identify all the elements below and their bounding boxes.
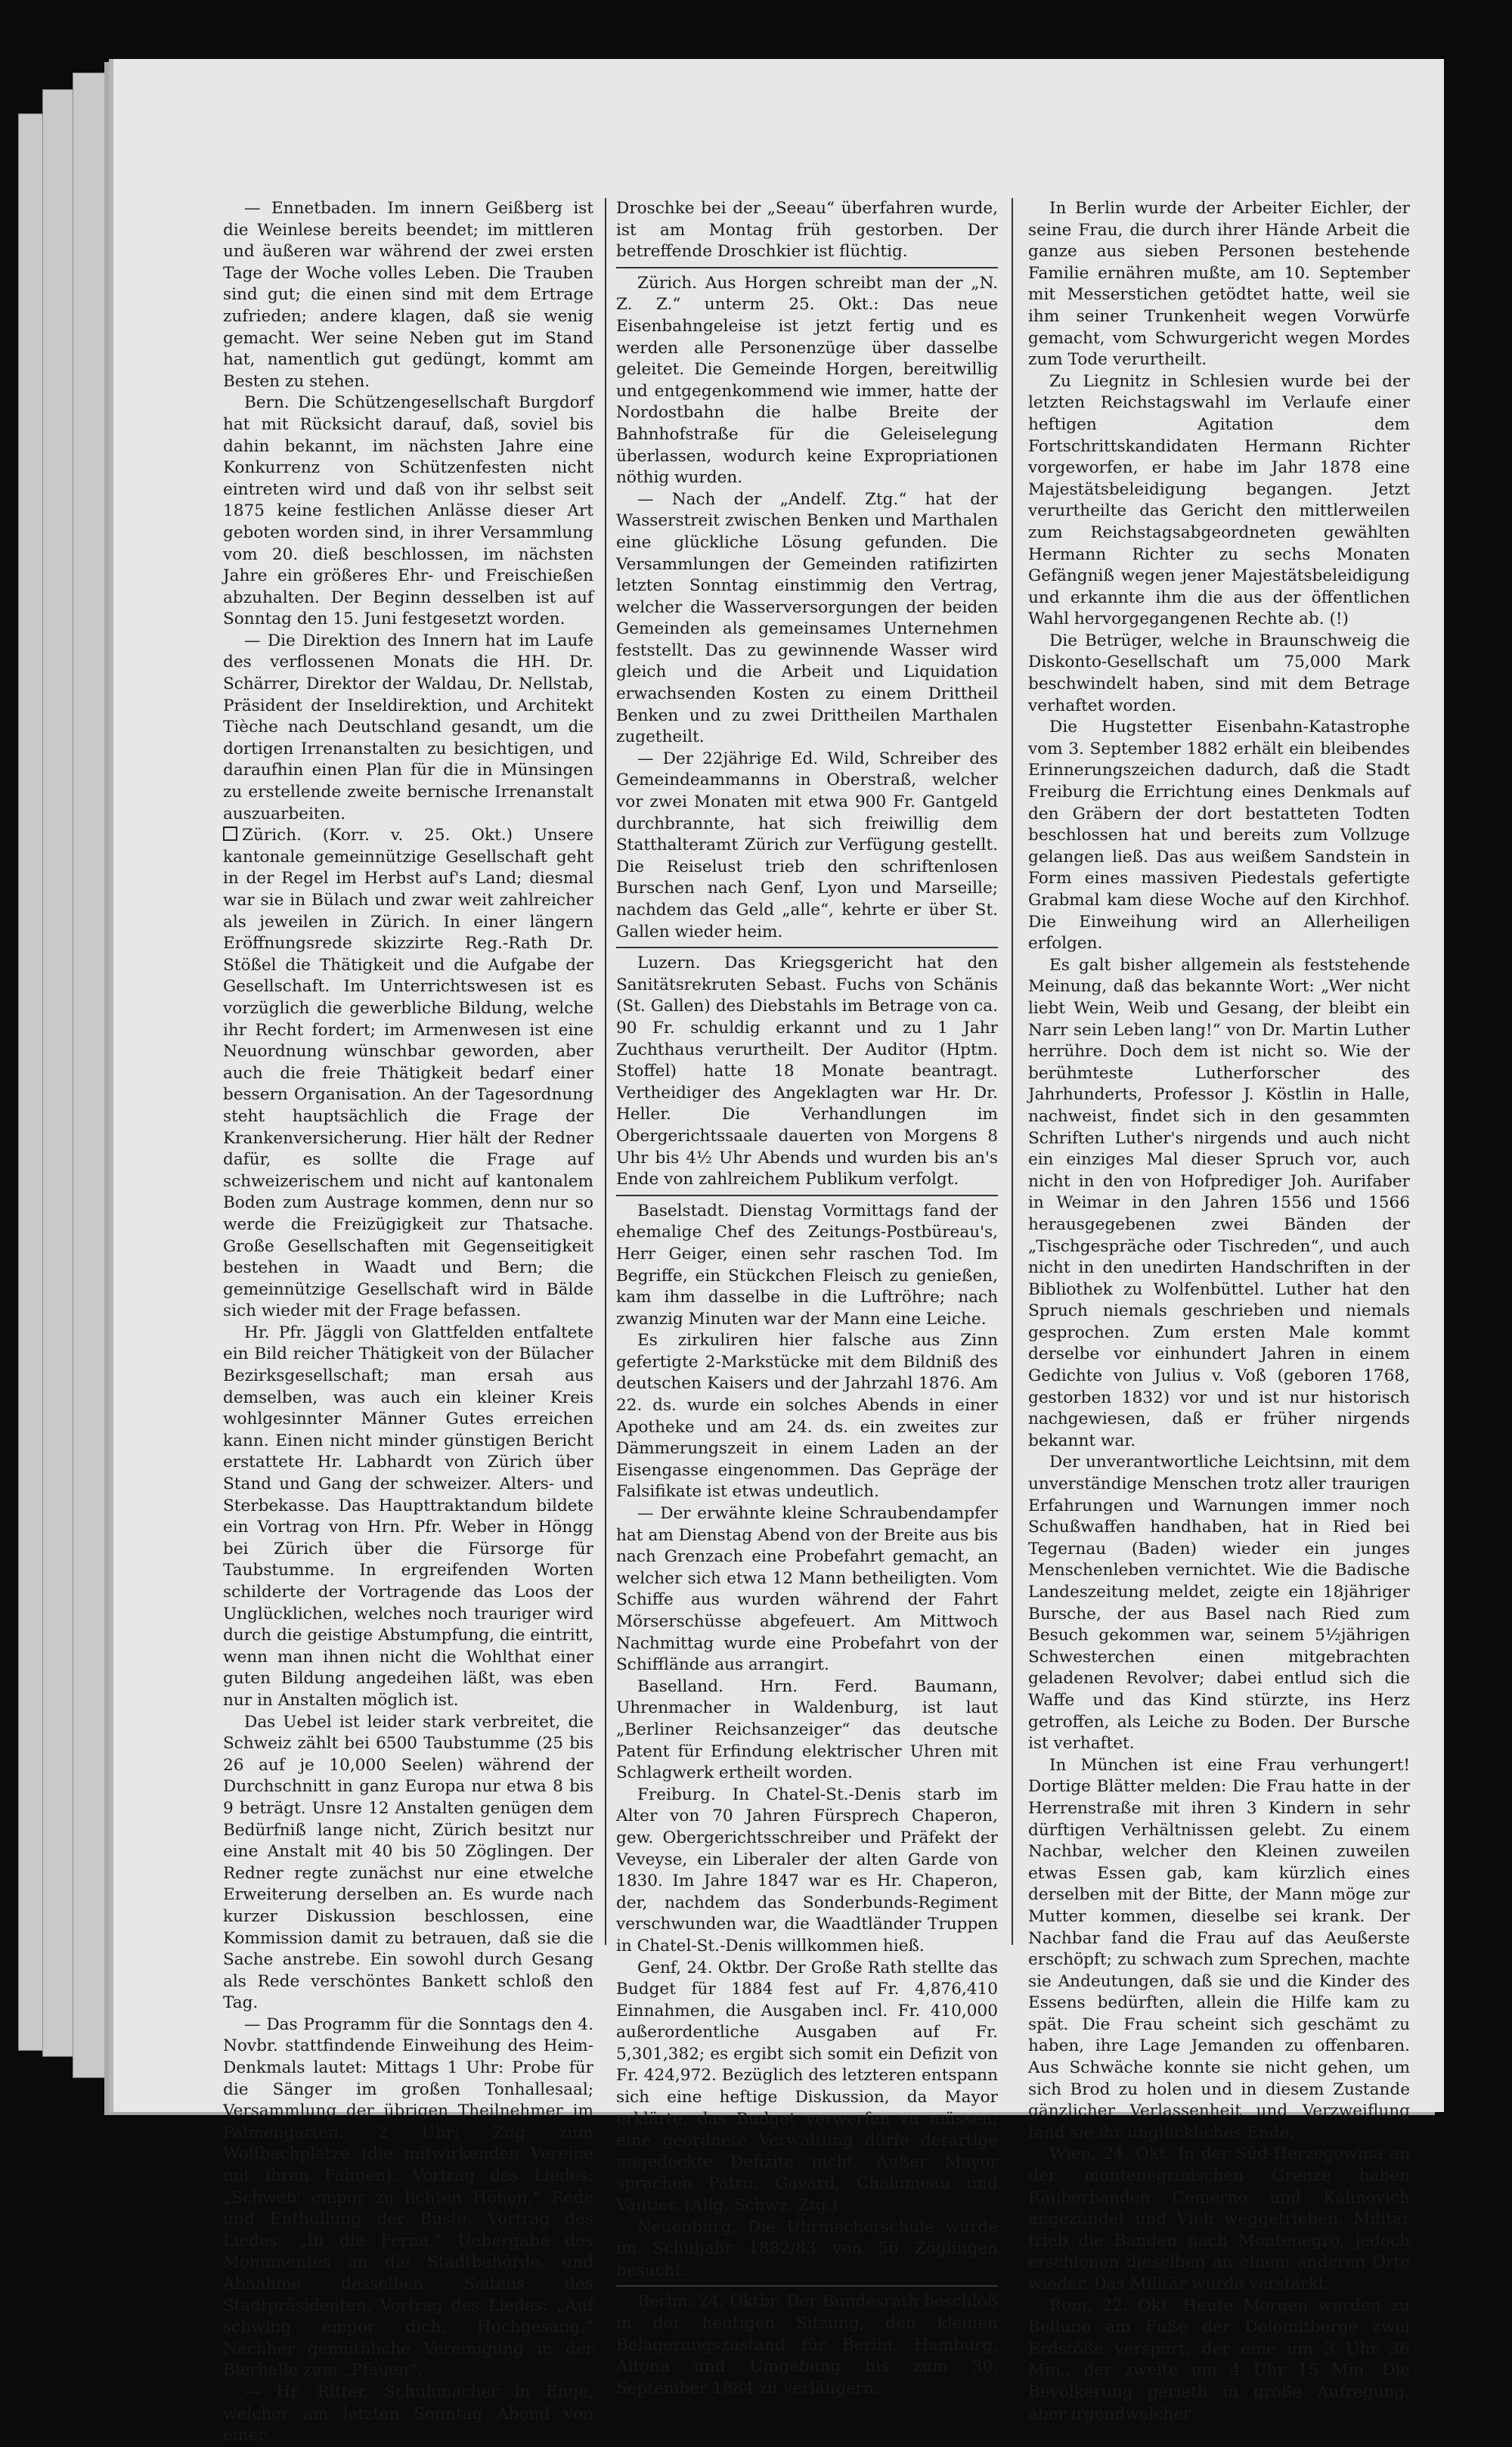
article-ried-revolver: Der unverantwortliche Leichtsinn, mit dem unverständige Menschen trotz aller traurigen Erfahrungen und Warnungen immer noch Schußwaffen handhaben, hat in Ried bei Tegernau (Baden) wieder ein junges Menschenleben vernichtet. Wie die Badische Landeszeitung meldet, zeigte ein 18jähriger Bursche, der aus Basel nach Ried zum Besuch gekommen war, seinem 5½jährigen Schwesterchen einen mitgebrachten geladenen Revolver; dabei entlud sich die Waffe und das Kind stürzte, ins Herz getroffen, als Leiche zu Boden. Der Bursche ist verhaftet.	[1028, 1453, 1410, 1754]
article-glattfelden: Hr. Pfr. Jäggli von Glattfelden entfaltete ein Bild reicher Thätigkeit von der Bülacher Bezirksgesellschaft; man ersah aus demselben, was auch ein kleiner Kreis wohlgesinnter Männer Gutes erreichen kann. Einen nicht minder günstigen Bericht erstattete Hr. Labhardt von Zürich über Stand und Gang der schweizer. Alters- und Sterbekasse. Das Haupttraktandum bildete ein Vortrag von Hrn. Pfr. Weber in Höngg bei Zürich über die Fürsorge für Taubstumme. In ergreifenden Worten schilderte der Vortragende das Loos der Unglücklichen, welches noch trauriger wird durch die geistige Abstumpfung, die eintritt, wenn man ihnen nicht die Wohlthat einer guten Bildung angedeihen läßt, was eben nur in Anstalten möglich ist.	[223, 1323, 593, 1710]
column-rule	[605, 198, 606, 1945]
article-muenchen: In München ist eine Frau verhungert! Dortige Blätter melden: Die Frau hatte in der Herrenstraße mit ihren 3 Kindern in sehr dürftigen Verhältnissen gelebt. Zu einem Nachbar, welcher den Kleinen zuweilen etwas Essen gab, kam kürzlich eines derselben mit der Bitte, der Mann möge zur Mutter kommen, dieselbe sei krank. Der Nachbar fand die Frau auf das Aeußerste erschöpft; zu schwach zum Sprechen, machte sie Andeutungen, daß sie und die Kinder des Essens bedürften, allein die Hilfe kam zu spät. Die Frau scheint sich geschämt zu haben, ihre Lage Jemanden zu offenbaren. Aus Schwäche konnte sie nicht gehen, um sich Brod zu holen und in diesem Zustande gänzlicher Verlassenheit und Verzweiflung fand sie ihr unglückliches Ende.	[1028, 1755, 1410, 2142]
section-rule	[616, 947, 998, 948]
article-hugstetter: Die Hugstetter Eisenbahn-Katastrophe vom 3. September 1882 erhält ein bleibendes Erinnerungszeichen dadurch, daß die Stadt Freiburg die Errichtung eines Denkmals auf den Gräbern der dort bestatteten Todten beschlossen hat und bereits zum Vollzuge gelangen ließ. Das aus weißem Sandstein in Form eines massiven Piedestals gefertigte Grabmal kam diese Woche auf den Kirchhof. Die Einweihung wird an Allerheiligen erfolgen.	[1028, 718, 1410, 954]
article-berlin-eichler: In Berlin wurde der Arbeiter Eichler, der seine Frau, die durch ihrer Hände Arbeit die ganze aus sieben Personen bestehende Familie ernähren mußte, am 10. September mit Messerstichen getödtet hatte, weil sie ihm seiner Trunkenheit wegen Vorwürfe gemacht, vom Schwurgericht wegen Mordes zum Tode verurtheilt.	[1028, 199, 1410, 370]
article-taubstumme: Das Uebel ist leider stark verbreitet, die Schweiz zählt bei 6500 Taubstumme (25 bis 26 auf je 10,000 Seelen) während der Durchschnitt in ganz Europa nur etwa 8 bis 9 beträgt. Unsre 12 Anstalten genügen dem Bedürfniß lange nicht, Zürich besitzt nur eine Anstalt mit 40 bis 50 Zöglingen. Der Redner regte zunächst nur eine etwelche Erweiterung derselben an. Es wurde nach kurzer Diskussion beschlossen, eine Kommission damit zu betrauen, daß sie die Sache anstrebe. Ein sowohl durch Gesang als Rede verschöntes Bankett schloß den Tag.	[223, 1712, 593, 2013]
article-wasserstreit: — Nach der „Andelf. Ztg.“ hat der Wasserstreit zwischen Benken und Marthalen eine glückliche Lösung gefunden. Die Versammlungen der Gemeinden ratifizirten letzten Sonntag einstimmig den Vertrag, welcher die Wasserversorgungen der beiden Gemeinden als gemeinsames Unternehmen feststellt. Das zu gewinnende Wasser wird gleich und die Arbeit und Liquidation erwachsenden Kosten zu einem Drittheil Benken und zu zwei Drittheilen Marthalen zugetheilt.	[616, 489, 998, 747]
article-baselstadt: Baselstadt. Dienstag Vormittags fand der ehemalige Chef des Zeitungs-Postbüreau's, Herr Geiger, einen sehr raschen Tod. Im Begriffe, ein Stückchen Fleisch zu genießen, kam ihm dasselbe in die Luftröhre; nach zwanzig Minuten war der Mann eine Leiche.	[616, 1201, 998, 1329]
article-droschke: Droschke bei der „Seeau“ überfahren wurde, ist am Montag früh gestorben. Der betreffende Droschkier ist flüchtig.	[616, 199, 998, 262]
article-neuenburg: Neuenburg. Die Uhrmacherschule wurde im Schuljahr 1882/83 von 56 Zöglingen besucht.	[616, 2217, 998, 2280]
article-bern-irrenanstalt: — Die Direktion des Innern hat im Laufe des verflossenen Monats die HH. Dr. Schärrer, Direktor der Waldau, Dr. Nellstab, Präsident der Inseldirektion, und Architekt Tièche nach Deutschland gesandt, um die dortigen Irrenanstalten zu besichtigen, und daraufhin einen Plan für die in Münsingen zu erstellende zweite bernische Irrenanstalt auszuarbeiten.	[223, 631, 593, 823]
article-wild: — Der 22jährige Ed. Wild, Schreiber des Gemeindeammanns in Oberstraß, welcher vor zwei Monaten mit etwa 900 Fr. Gantgeld durchbrannte, hat sich freiwillig dem Statthalteramt Zürich zur Verfügung gestellt. Die Reiselust trieb den schriftenlosen Burschen nach Genf, Lyon und Marseille; nachdem das Geld „alle“, kehrte er über St. Gallen wieder heim.	[616, 749, 998, 941]
article-schraubendampfer: — Der erwähnte kleine Schraubendampfer hat am Dienstag Abend von der Breite aus bis nach Grenzach eine Probefahrt gemacht, an welcher sich etwa 12 Mann betheiligten. Vom Schiffe aus wurden während der Fahrt Mörserschüsse abgefeuert. Am Mittwoch Nachmittag wurde eine Probefahrt von der Schifflände aus arrangirt.	[616, 1504, 998, 1675]
text-column-3	[1028, 198, 1410, 2425]
column-rule	[1012, 198, 1013, 1945]
article-bern-burgdorf: Bern. Die Schützengesellschaft Burgdorf hat mit Rücksicht darauf, daß, soviel bis dahin bekannt, im nächsten Jahre eine Konkurrenz von Schützenfesten nicht eintreten wird und daß von ihr selbst seit 1875 keine festlichen Anlässe dieser Art geboten worden sind, in ihrer Versammlung vom 20. dieß beschlossen, im nächsten Jahre ein größeres Ehr- und Freischießen abzuhalten. Der Beginn desselben ist auf Sonntag den 15. Juni festgesetzt worden.	[223, 393, 593, 629]
text-column-2	[616, 198, 998, 2399]
section-rule	[616, 1195, 998, 1196]
article-ennetbaden: — Ennetbaden. Im innern Geißberg ist die Weinlese bereits beendet; im mittleren und äußeren war während der zwei ersten Tage der Woche volles Leben. Die Trauben sind gut; die einen sind mit dem Ertrage zufrieden; andere klagen, daß sie wenig gemacht. Wer seine Neben gut im Stand hat, namentlich gut gedüngt, kommt am Besten zu stehen.	[223, 199, 593, 391]
section-rule	[616, 267, 998, 268]
article-genf: Genf, 24. Oktbr. Der Große Rath stellte das Budget für 1884 fest auf Fr. 4,876,410 Einnahmen, die Ausgaben incl. Fr. 410,000 außerordentliche Ausgaben auf Fr. 5,301,382; es ergibt sich somit ein Defizit von Fr. 424,972. Bezüglich des letzteren entspann sich eine heftige Diskussion, da Mayor erklärte, das Budget verwerfen zu müssen; eine geordnete Verwaltung dürfe derartige ungedeckte Defizite nicht. Außer Mayor sprachen Patru, Gavard, Chalumeau und Vautier. (Allg. Schwz. Ztg.)	[616, 1958, 998, 2216]
article-braunschweig: Die Betrüger, welche in Braunschweig die Diskonto-Gesellschaft um 75,000 Mark beschwindelt haben, sind mit dem Betrage verhaftet worden.	[1028, 631, 1410, 715]
article-horgen: Zürich. Aus Horgen schreibt man der „N. Z. Z.“ unterm 25. Okt.: Das neue Eisenbahngeleise ist jetzt fertig und es werden alle Personenzüge über dasselbe geleitet. Die Gemeinde Horgen, bereitwillig und entgegenkommend wie immer, hatte der Nordostbahn die halbe Breite der Bahnhofstraße für die Geleiselegung überlassen, wodurch keine Expropriationen nöthig wurden.	[616, 273, 998, 488]
article-rom: Rom, 22. Okt. Heute Morgen wurden zu Belluno am Fuße der Dolomitberge zwei Erdstöße verspürt, der eine um 3 Uhr 36 Min., der zweite um 4 Uhr 15 Min. Die Bevölkerung gerieth in große Aufregung, aber irgendwelcher	[1028, 2296, 1410, 2424]
article-wien: Wien, 24. Okt. In der Süd-Herzegowina an der montenegrinischen Grenze haben Räuberbanden Cemerno und Kalinovich angezündet und Vieh weggetrieben. Militär trieb die Banden nach Montenegro, jedoch erschienen dieselben an einem anderen Orte wieder. Das Militär wurde verstärkt.	[1028, 2145, 1410, 2293]
article-luzern: Luzern. Das Kriegsgericht hat den Sanitätsrekruten Sebast. Fuchs von Schänis (St. Gallen) des Diebstahls im Betrage von ca. 90 Fr. schuldig erkannt und zu 1 Jahr Zuchthaus verurtheilt. Der Auditor (Hptm. Stoffel) hatte 18 Monate beantragt. Vertheidiger des Angeklagten war Hr. Dr. Heller. Die Verhandlungen im Obergerichtssaale dauerten von Morgens 8 Uhr bis 4½ Uhr Abends und wurden bis an's Ende von zahlreichem Publikum verfolgt.	[616, 954, 998, 1189]
article-zurich-gemeinnuetzige: Zürich. (Korr. v. 25. Okt.) Unsere kantonale gemeinnützige Gesellschaft geht in der Regel im Herbst auf's Land; diesmal war sie in Bülach und zwar weit zahlreicher als jeweilen in Zürich. In einer längern Eröffnungsrede skizzirte Reg.-Rath Dr. Stößel die Thätigkeit und die Aufgabe der Gesellschaft. Im Unterrichtswesen ist es vorzüglich die gewerbliche Bildung, welche ihr Recht fordert; im Armenwesen ist eine Neuordnung wünschbar geworden, aber auch die freie Thätigkeit bedarf einer bessern Organisation. An der Tagesordnung steht hauptsächlich die Frage der Krankenversicherung. Hier hält der Redner dafür, es sollte die Frage auf schweizerischem und nicht auf kantonalem Boden zum Austrage kommen, denn nur so werde die Freizügigkeit zur Thatsache. Große Gesellschaften mit Gegenseitigkeit bestehen in Waadt und Bern; die gemeinnützige Gesellschaft wird in Bälde sich wieder mit der Frage befassen.	[223, 826, 593, 1321]
article-baselland: Baselland. Hrn. Ferd. Baumann, Uhrenmacher in Waldenburg, ist laut „Berliner Reichsanzeiger“ das deutsche Patent für Erfindung elektrischer Uhren mit Schlagwerk ertheilt worden.	[616, 1676, 998, 1783]
text-column-1	[223, 198, 593, 2447]
article-freiburg: Freiburg. In Chatel-St.-Denis starb im Alter von 70 Jahren Fürsprech Chaperon, gew. Obergerichtsschreiber und Präfekt der Veveyse, ein Liberaler der alten Garde von 1830. Im Jahre 1847 war es Hr. Chaperon, der, nachdem das Sonderbunds-Regiment verschwunden war, die Waadtländer Truppen in Chatel-St.-Denis willkommen hieß.	[616, 1785, 998, 1955]
article-berlin-bundesrath: Berlin, 24. Oktbr. Der Bundesrath beschloß in der heutigen Sitzung, den kleinen Belagerungszustand für Berlin, Hamburg, Altona und Umgebung bis zum 30. September 1884 zu verlängern.	[616, 2292, 998, 2398]
section-rule	[616, 2285, 998, 2287]
article-luther-spruch: Es galt bisher allgemein als feststehende Meinung, daß das bekannte Wort: „Wer nicht liebt Wein, Weib und Gesang, der bleibt ein Narr sein Leben lang!“ von Dr. Martin Luther herrühre. Doch dem ist nicht so. Wie der berühmteste Lutherforscher des Jahrhunderts, Professor J. Köstlin in Halle, nachweist, findet sich in den gesammten Schriften Luther's nirgends und auch nicht ein einziges Mal dieser Spruch vor, auch nicht in den von Hofprediger Joh. Aurifaber in Weimar in den Jahren 1556 und 1566 herausgegebenen zwei Bänden der „Tischgespräche oder Tischreden“, und auch nicht in den unedirten Handschriften in der Bibliothek zu Wolfenbüttel. Luther hat den Spruch niemals geschrieben und niemals gesprochen. Zum ersten Male kommt derselbe vor einhundert Jahren in einem Gedichte von Julius v. Voß (geboren 1768, gestorben 1832) vor und ist nur historisch nachgewiesen, daß er früher nirgends bekannt war.	[1028, 955, 1410, 1450]
article-liegnitz: Zu Liegnitz in Schlesien wurde bei der letzten Reichstagswahl im Verlaufe einer heftigen Agitation dem Fortschrittskandidaten Hermann Richter vorgeworfen, er habe im Jahr 1878 eine Majestätsbeleidigung begangen. Jetzt verurtheilte das Gericht den mittlerweilen zum Reichstagsabgeordneten gewählten Hermann Richter zu sechs Monaten Gefängniß wegen jener Majestätsbeleidigung und erkannte ihm die aus der öffentlichen Wahl hervorgegangenen Rechte ab. (!)	[1028, 371, 1410, 629]
article-markstuecke: Es zirkuliren hier falsche aus Zinn gefertigte 2-Markstücke mit dem Bildniß des deutschen Kaisers und der Jahrzahl 1876. Am 22. ds. wurde ein solches Abends in einer Apotheke und am 24. ds. ein zweites zur Dämmerungszeit in einem Laden an der Eisengasse eingenommen. Das Gepräge der Falsifikate ist etwas undeutlich.	[616, 1331, 998, 1502]
article-ritter: — Hr. Ritter, Schuhmacher in Enge, welcher am letzten Sonntag Abend von einer	[223, 2382, 593, 2445]
article-heim-denkmal: — Das Programm für die Sonntags den 4. Novbr. stattfindende Einweihung des Heim-Denkmals lautet: Mittags 1 Uhr: Probe für die Sänger im großen Tonhallesaal; Versammlung der übrigen Theilnehmer im Palmengarten. 2 Uhr: Zug zum Wolfbachplatze (die mitwirkenden Vereine mit ihren Fahnen). Vortrag des Liedes: „Schweb' empor zu lichten Höhen.“ Rede und Enthüllung der Büste. Vortrag des Liedes: „In die Ferne.“ Uebergabe des Monumentes an die Stadtbehörde, und Abnahme desselben Seitens des Stadtpräsidenten. Vortrag des Liedes: „Auf schwing empor dich, Hochgesang.“ Nachher gemüthliche Vereinigung in der Bierhalle zum „Pfauen“.	[223, 2014, 593, 2380]
box-symbol-icon	[223, 827, 237, 841]
